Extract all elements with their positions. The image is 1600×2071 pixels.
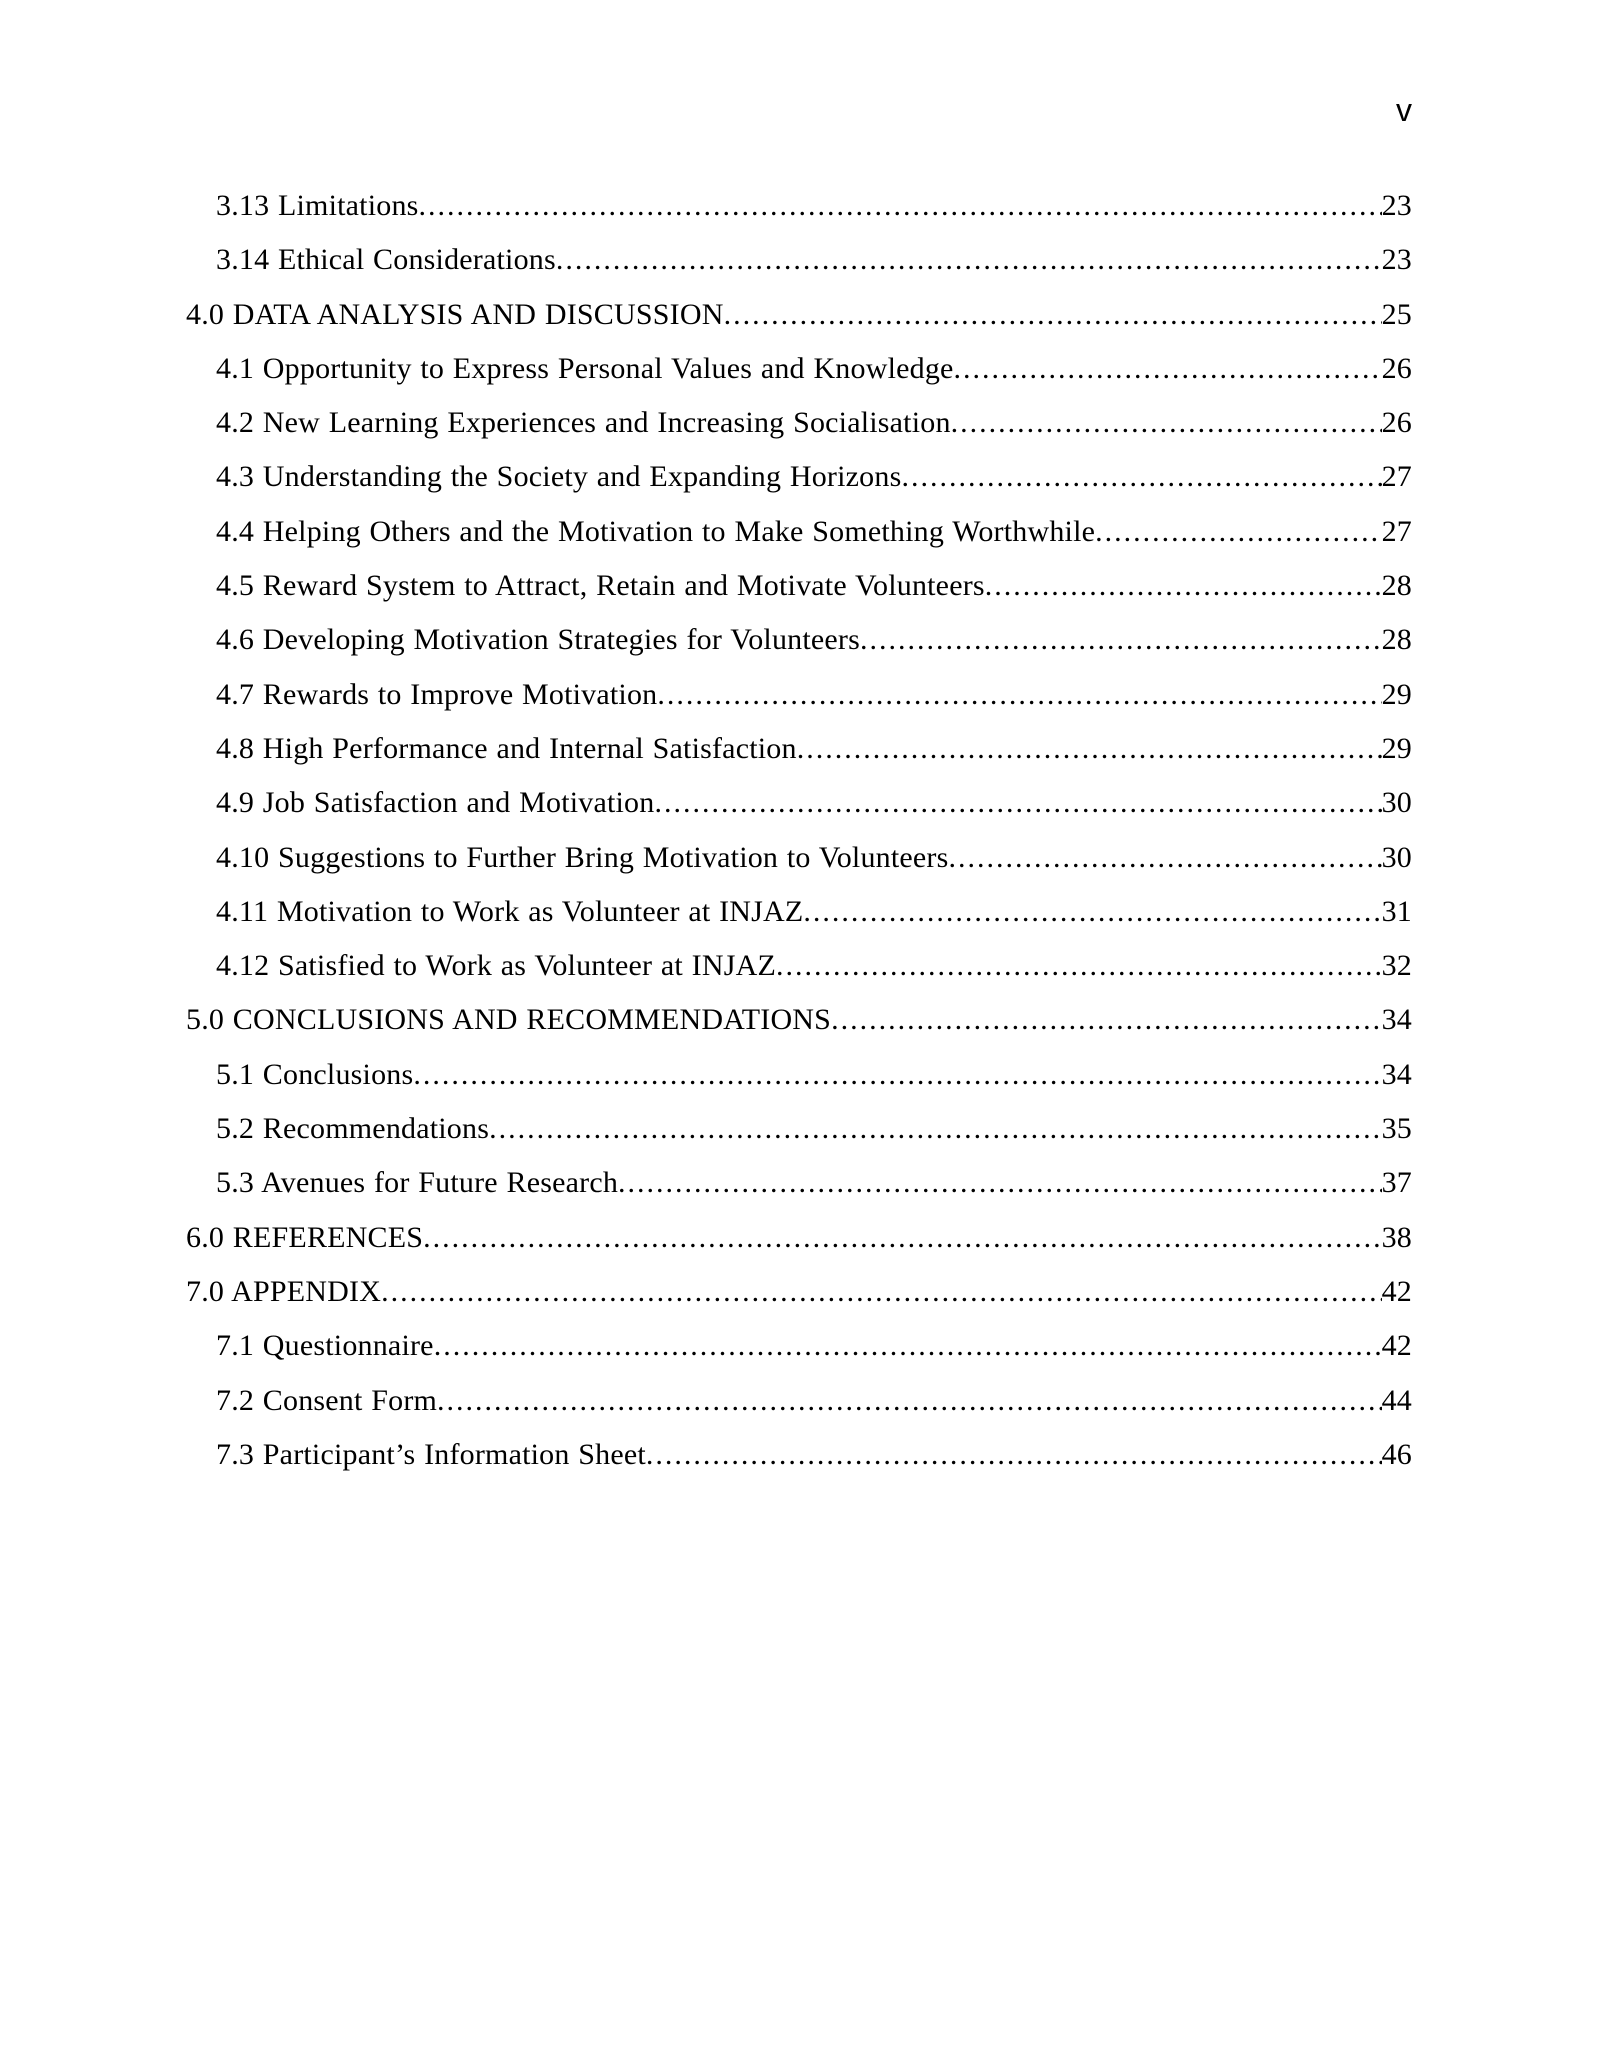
dot-leader (381, 1265, 1382, 1319)
toc-entry-page: 29 (1381, 731, 1412, 765)
toc-entry (186, 613, 1412, 667)
dot-leader (434, 1319, 1382, 1373)
toc-entry-page: 42 (1381, 1329, 1412, 1363)
toc-entry (186, 1156, 1412, 1210)
toc-entry-page: 46 (1381, 1437, 1412, 1471)
toc-entry-page: 23 (1381, 243, 1412, 277)
toc-entry-page: 29 (1381, 677, 1412, 711)
toc-entry-page: 30 (1381, 840, 1412, 874)
toc-entry (186, 776, 1412, 830)
toc-entry-title: 7.0 APPENDIX (186, 1274, 382, 1308)
toc-entry-title: 3.14 Ethical Considerations (216, 243, 556, 277)
toc-entry (186, 342, 1412, 396)
dot-leader (724, 288, 1382, 342)
dot-leader (776, 939, 1382, 993)
toc-entry-page: 30 (1381, 786, 1412, 820)
toc-entry-title: 4.4 Helping Others and the Motivation to Make Something Worthwhile (216, 514, 1096, 548)
toc-entry-page: 27 (1381, 460, 1412, 494)
toc-entry-page: 37 (1381, 1166, 1412, 1200)
toc-entry-page: 23 (1381, 189, 1412, 222)
dot-leader (901, 450, 1381, 504)
toc-entry-page: 26 (1381, 351, 1412, 385)
dot-leader (954, 342, 1382, 396)
toc-entry (186, 179, 1412, 233)
toc-entry (186, 450, 1412, 504)
toc-entry (186, 1374, 1412, 1428)
toc-entry-title: 5.3 Avenues for Future Research (216, 1166, 619, 1200)
dot-leader (797, 722, 1382, 776)
toc-entry-page: 32 (1381, 949, 1412, 983)
toc-entry-title: 4.7 Rewards to Improve Motivation (216, 677, 658, 711)
toc-entry-title: 4.11 Motivation to Work as Volunteer at INJAZ (216, 894, 804, 928)
dot-leader (860, 613, 1382, 667)
page-number: v (1396, 92, 1412, 128)
dot-leader (419, 179, 1382, 233)
toc-entry-title: 4.9 Job Satisfaction and Motivation (216, 786, 655, 820)
toc-entry-title: 4.8 High Performance and Internal Satisfaction (216, 731, 797, 765)
toc-entry (186, 1102, 1412, 1156)
toc-entry (186, 1048, 1412, 1102)
toc-entry (186, 233, 1412, 287)
toc-entry-title: 4.1 Opportunity to Express Personal Values and Knowledge (216, 351, 954, 385)
toc-entry-title: 5.2 Recommendations (216, 1112, 490, 1146)
dot-leader (413, 1048, 1381, 1102)
toc-entry-title: 5.0 CONCLUSIONS AND RECOMMENDATIONS (186, 1003, 832, 1037)
dot-leader (556, 233, 1382, 287)
toc-entry-title: 4.10 Suggestions to Further Bring Motivation to Volunteers (216, 840, 949, 874)
dot-leader (423, 1211, 1381, 1265)
toc-entry (186, 939, 1412, 993)
toc-entry-title: 3.13 Limitations (216, 189, 419, 222)
toc-entry-title: 4.12 Satisfied to Work as Volunteer at INJAZ (216, 949, 776, 983)
dot-leader (657, 668, 1381, 722)
dot-leader (831, 993, 1382, 1047)
toc-entry-title: 7.3 Participant’s Information Sheet (216, 1437, 646, 1471)
toc-entry-page: 28 (1381, 569, 1412, 603)
toc-entry (186, 1319, 1412, 1373)
toc-entry (186, 1265, 1412, 1319)
toc-entry-page: 35 (1381, 1112, 1412, 1146)
toc-entry-title: 4.0 DATA ANALYSIS AND DISCUSSION (186, 297, 724, 331)
dot-leader (951, 396, 1382, 450)
dot-leader (646, 1428, 1382, 1482)
toc-entry-page: 27 (1381, 514, 1412, 548)
toc-entry-page: 31 (1381, 894, 1412, 928)
toc-entry-title: 4.6 Developing Motivation Strategies for Volunteers (216, 623, 860, 657)
toc-entry-title: 7.1 Questionnaire (216, 1329, 434, 1363)
toc-entry (186, 993, 1412, 1047)
toc-entry-title: 5.1 Conclusions (216, 1057, 414, 1091)
dot-leader (489, 1102, 1382, 1156)
dot-leader (654, 776, 1381, 830)
toc-entry (186, 722, 1412, 776)
toc-entry-title: 4.2 New Learning Experiences and Increasing Socialisation (216, 406, 951, 440)
toc-entry (186, 1211, 1412, 1265)
toc-entry (186, 288, 1412, 342)
dot-leader (985, 559, 1382, 613)
toc-entry-title: 6.0 REFERENCES (186, 1220, 424, 1254)
dot-leader (437, 1374, 1382, 1428)
toc-entry (186, 559, 1412, 613)
toc-entry-page: 44 (1381, 1383, 1412, 1417)
table-of-contents (186, 179, 1412, 1482)
dot-leader (618, 1156, 1382, 1210)
toc-entry-page: 34 (1381, 1057, 1412, 1091)
toc-entry (186, 885, 1412, 939)
toc-entry-page: 38 (1381, 1220, 1412, 1254)
dot-leader (1095, 505, 1381, 559)
toc-entry-title: 4.5 Reward System to Attract, Retain and Motivate Volunteers (216, 569, 985, 603)
dot-leader (949, 831, 1382, 885)
toc-entry (186, 396, 1412, 450)
toc-entry-title: 7.2 Consent Form (216, 1383, 438, 1417)
dot-leader (803, 885, 1381, 939)
toc-entry (186, 668, 1412, 722)
toc-entry-page: 42 (1381, 1274, 1412, 1308)
toc-entry-title: 4.3 Understanding the Society and Expanding Horizons (216, 460, 902, 494)
toc-entry (186, 1428, 1412, 1482)
toc-entry-page: 34 (1381, 1003, 1412, 1037)
toc-entry-page: 26 (1381, 406, 1412, 440)
toc-entry-page: 25 (1381, 297, 1412, 331)
toc-entry (186, 831, 1412, 885)
toc-entry-page: 28 (1381, 623, 1412, 657)
toc-entry (186, 505, 1412, 559)
